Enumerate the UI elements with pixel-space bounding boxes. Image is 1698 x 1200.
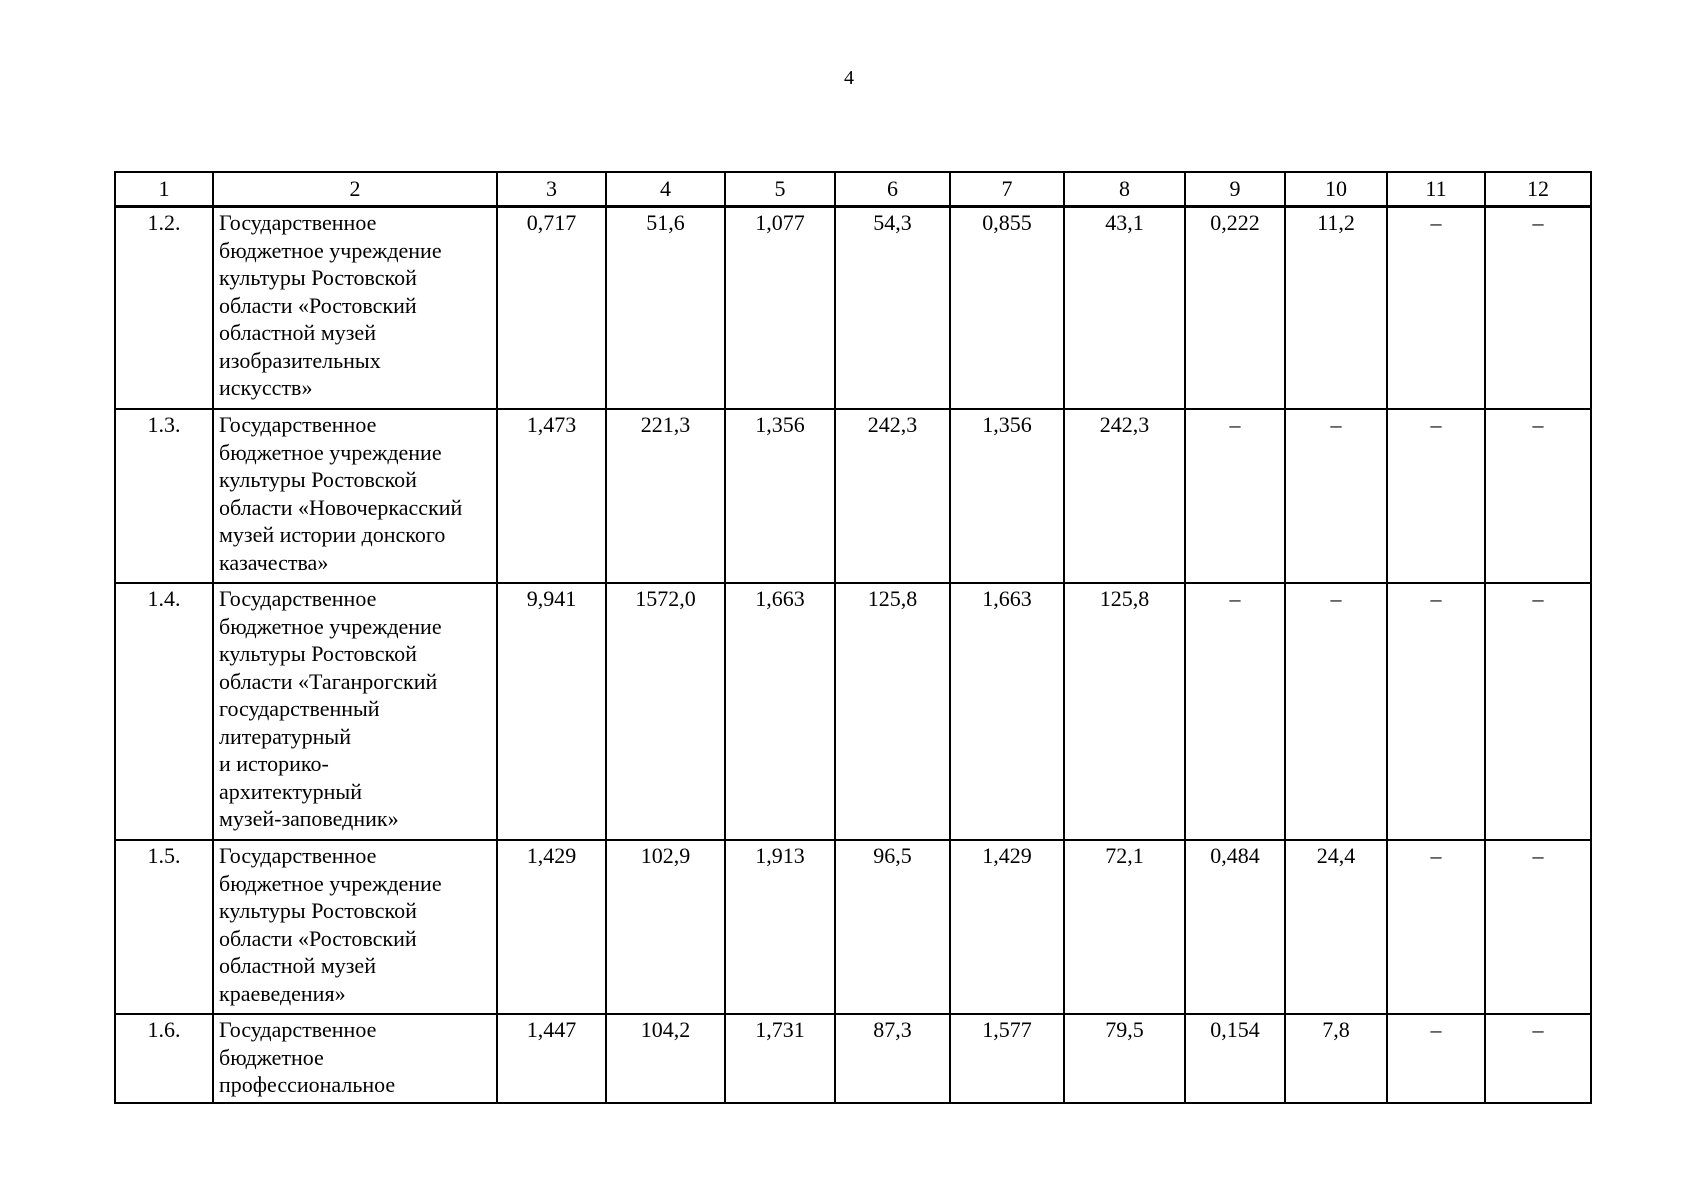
value-cell: 54,3 [835, 207, 950, 410]
value-cell: 0,154 [1185, 1014, 1285, 1103]
table-row [115, 1014, 1591, 1103]
value-cell: – [1387, 583, 1485, 840]
value-cell: 7,8 [1285, 1014, 1387, 1103]
table-row [115, 207, 1591, 410]
value-cell: 1,663 [950, 583, 1064, 840]
table-row [115, 409, 1591, 583]
column-header: 10 [1285, 172, 1387, 207]
value-cell: 1,473 [497, 409, 606, 583]
value-cell: 125,8 [835, 583, 950, 840]
column-header: 1 [115, 172, 213, 207]
column-header: 6 [835, 172, 950, 207]
column-header: 4 [606, 172, 725, 207]
value-cell: 242,3 [1064, 409, 1185, 583]
value-cell: – [1485, 583, 1591, 840]
value-cell: 1,077 [725, 207, 835, 410]
value-cell: – [1185, 409, 1285, 583]
column-header: 7 [950, 172, 1064, 207]
value-cell: 1572,0 [606, 583, 725, 840]
value-cell: 43,1 [1064, 207, 1185, 410]
page-number: 4 [844, 67, 854, 89]
value-cell: 1,429 [497, 840, 606, 1014]
column-header: 3 [497, 172, 606, 207]
institution-name-cell: Государственное бюджетное учреждение культуры Ростовской области «Новочеркасский музей истории донского казачества» [213, 409, 497, 583]
value-cell: – [1485, 840, 1591, 1014]
value-cell: – [1387, 1014, 1485, 1103]
value-cell: 1,356 [725, 409, 835, 583]
value-cell: – [1285, 583, 1387, 840]
value-cell: 1,447 [497, 1014, 606, 1103]
value-cell: – [1387, 207, 1485, 410]
value-cell: 79,5 [1064, 1014, 1185, 1103]
row-number-cell: 1.5. [115, 840, 213, 1014]
row-number-cell: 1.6. [115, 1014, 213, 1103]
value-cell: 0,222 [1185, 207, 1285, 410]
value-cell: – [1185, 583, 1285, 840]
institution-name-cell: Государственное бюджетное профессиональное [213, 1014, 497, 1103]
value-cell: 0,717 [497, 207, 606, 410]
table-row [115, 583, 1591, 840]
row-number-cell: 1.4. [115, 583, 213, 840]
value-cell: 242,3 [835, 409, 950, 583]
institution-name-cell: Государственное бюджетное учреждение культуры Ростовской области «Ростовский областной музей краеведения» [213, 840, 497, 1014]
value-cell: 102,9 [606, 840, 725, 1014]
value-cell: – [1285, 409, 1387, 583]
value-cell: 24,4 [1285, 840, 1387, 1014]
value-cell: – [1387, 840, 1485, 1014]
table-row [115, 840, 1591, 1014]
row-number-cell: 1.3. [115, 409, 213, 583]
value-cell: 1,913 [725, 840, 835, 1014]
value-cell: 1,663 [725, 583, 835, 840]
value-cell: 1,731 [725, 1014, 835, 1103]
value-cell: 0,484 [1185, 840, 1285, 1014]
row-number-cell: 1.2. [115, 207, 213, 410]
header-row [115, 172, 1591, 207]
value-cell: 72,1 [1064, 840, 1185, 1014]
value-cell: – [1485, 207, 1591, 410]
institution-name-cell: Государственное бюджетное учреждение культуры Ростовской области «Таганрогский государственный литературный и историко- архитектурный музей-заповедник» [213, 583, 497, 840]
column-header: 5 [725, 172, 835, 207]
value-cell: 9,941 [497, 583, 606, 840]
value-cell: 104,2 [606, 1014, 725, 1103]
data-table [114, 171, 1592, 1104]
value-cell: 51,6 [606, 207, 725, 410]
column-header: 8 [1064, 172, 1185, 207]
value-cell: 221,3 [606, 409, 725, 583]
column-header: 2 [213, 172, 497, 207]
column-header: 9 [1185, 172, 1285, 207]
institution-name-cell: Государственное бюджетное учреждение культуры Ростовской области «Ростовский областной музей изобразительных искусств» [213, 207, 497, 410]
value-cell: 0,855 [950, 207, 1064, 410]
value-cell: – [1485, 1014, 1591, 1103]
value-cell: 1,429 [950, 840, 1064, 1014]
value-cell: 1,356 [950, 409, 1064, 583]
value-cell: – [1485, 409, 1591, 583]
value-cell: – [1387, 409, 1485, 583]
value-cell: 87,3 [835, 1014, 950, 1103]
value-cell: 96,5 [835, 840, 950, 1014]
column-header: 11 [1387, 172, 1485, 207]
value-cell: 11,2 [1285, 207, 1387, 410]
value-cell: 125,8 [1064, 583, 1185, 840]
column-header: 12 [1485, 172, 1591, 207]
value-cell: 1,577 [950, 1014, 1064, 1103]
